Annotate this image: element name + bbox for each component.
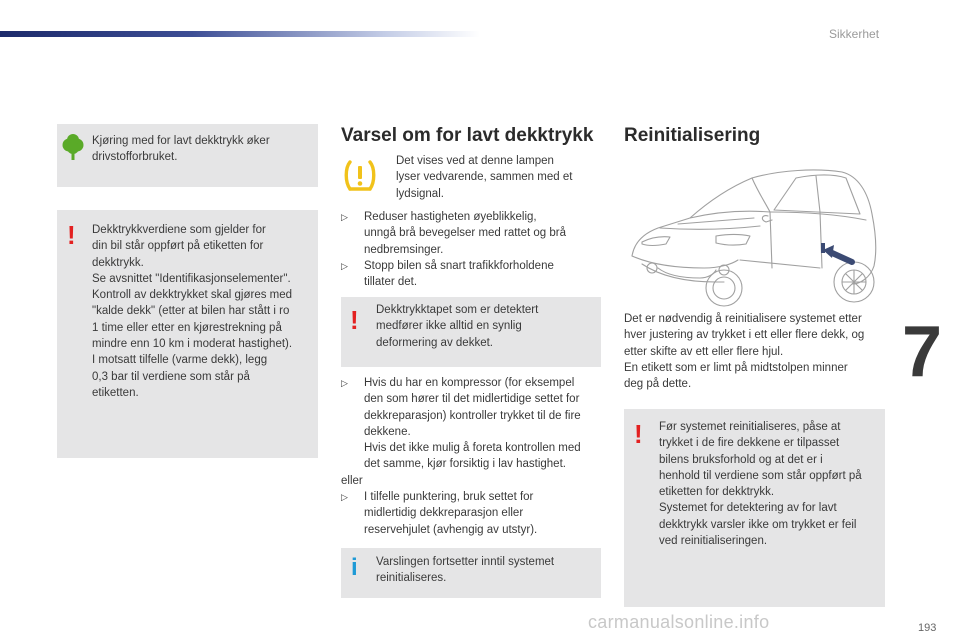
info-note-text: Varslingen fortsetter inntil systemet reinitialiseres. — [376, 556, 555, 585]
action-list — [341, 375, 601, 538]
list-item-text: Stopp bilen så snart trafikkforholdene tillater det. — [364, 259, 554, 289]
header-bar — [0, 31, 480, 37]
exclamation-icon: ! — [350, 305, 359, 335]
page-number: 193 — [918, 622, 937, 634]
list-item — [341, 258, 599, 291]
section-title: Varsel om for lavt dekktrykk — [341, 125, 594, 146]
triangle-bullet-icon: ▷ — [341, 260, 348, 271]
tree-icon — [60, 134, 86, 162]
triangle-bullet-icon: ▷ — [341, 492, 348, 503]
warning-note-text: Dekktrykktapet som er detektert medfører ikke alltid en synlig deformering av dekket. — [376, 304, 539, 349]
exclamation-icon: ! — [67, 220, 76, 250]
list-item-text: Reduser hastigheten øyeblikkelig, unngå brå bevegelser med rattet og brå nedbremsinger. — [364, 211, 567, 256]
watermark: carmanualsonline.info — [588, 612, 770, 632]
list-item-text: I tilfelle punktering, bruk settet for midlertidig dekkreparasjon eller reservehjulet (avhengig av utstyr). — [364, 491, 538, 536]
list-item — [341, 375, 601, 473]
section-title: Reinitialisering — [624, 125, 761, 146]
list-item — [341, 473, 601, 489]
list-item — [341, 209, 599, 258]
list-item — [341, 489, 601, 538]
eco-note-text: Kjøring med for lavt dekktrykk øker drivstofforbruket. — [92, 135, 270, 164]
car-illustration — [620, 164, 882, 308]
exclamation-icon: ! — [634, 419, 643, 449]
action-list — [341, 209, 599, 290]
tire-pressure-warning-lamp-icon — [341, 158, 379, 194]
or-word: eller — [341, 474, 363, 487]
triangle-bullet-icon: ▷ — [341, 212, 348, 222]
warning-note-text: Dekktrykkverdiene som gjelder for din bil står oppført på etiketten for dekktrykk. Se avsnittet "Identifikasjonselementer". Kontroll av dekktrykket skal gjøres med "kalde dekk" (etter at bilen har stått i ro 1 time eller etter en kjørestrekning på mindre enn 10 km i moderat hastighet). I motsatt tilfelle (varme dekk), legg 0,3 bar til verdiene som står på etiketten. — [92, 224, 293, 399]
warning-note-text: Før systemet reinitialiseres, påse at trykket i de fire dekkene er tilpasset bilens bruksforhold og at det er i henhold til verdiene som står oppført på etiketten for dekktrykk. Systemet for detektering av for lavt dekktrykk varsler ikke om trykket er feil ved reinitialiseringen. — [659, 421, 862, 548]
chapter-number: 7 — [902, 312, 943, 392]
info-icon: i — [351, 554, 358, 581]
reinit-body-text: Det er nødvendig å reinitialisere systemet etter hver justering av trykket i ett eller flere dekk, og etter skifte av ett eller flere hjul. En etikett som er limt på midtstolpen minner deg på dette. — [624, 313, 865, 391]
lamp-description: Det vises ved at denne lampen lyser vedvarende, sammen med et lydsignal. — [396, 155, 573, 200]
list-item-text: Hvis du har en kompressor (for eksempel den som hører til det midlertidige settet for dekkreparasjon) kontroller trykket til de fire dekkene. Hvis det ikke mulig å foreta kontrollen med det samme, kjør forsiktig i lav hastighet. — [364, 377, 581, 471]
section-label: Sikkerhet — [829, 27, 880, 41]
triangle-bullet-icon: ▷ — [341, 378, 348, 388]
